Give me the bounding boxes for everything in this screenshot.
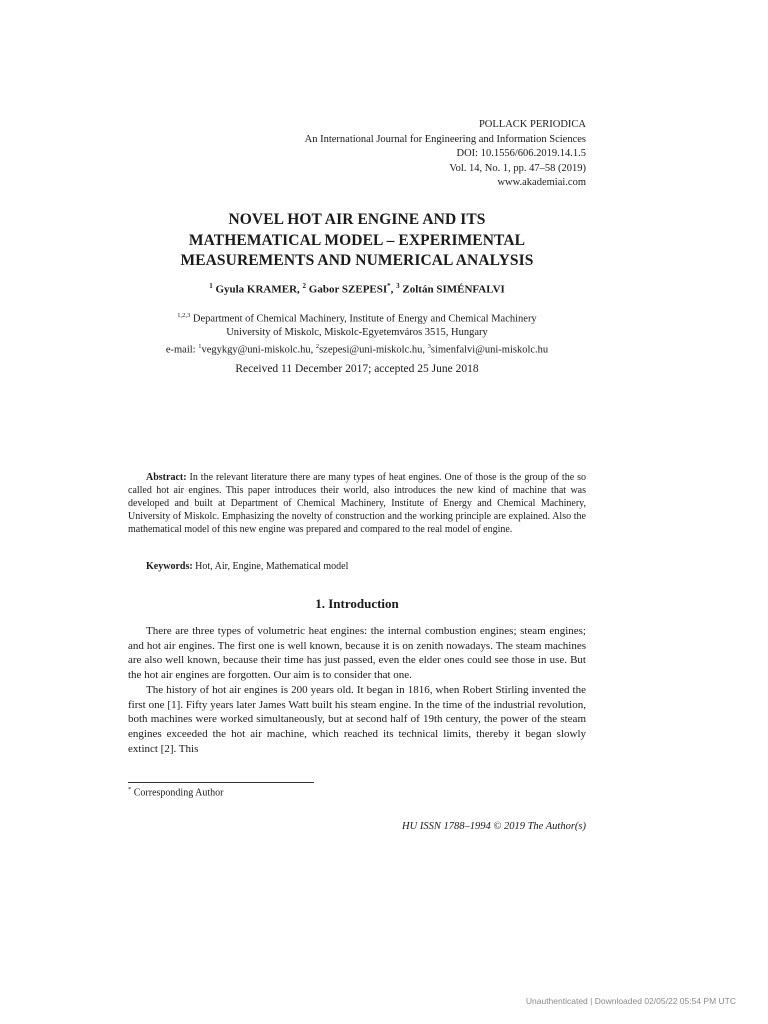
journal-subtitle: An International Journal for Engineering and Information Sciences — [304, 133, 586, 145]
footnote-text: Corresponding Author — [131, 787, 224, 799]
issn-copyright: HU ISSN 1788–1994 © 2019 The Author(s) — [402, 821, 586, 832]
keywords-text: Hot, Air, Engine, Mathematical model — [192, 561, 349, 572]
footnote — [128, 786, 223, 798]
paper-title — [128, 210, 586, 272]
author-number: 1 — [209, 282, 213, 290]
affiliation-line — [128, 309, 586, 326]
title-line: NOVEL HOT AIR ENGINE AND ITS — [228, 211, 486, 228]
journal-header — [128, 118, 586, 191]
affiliation-emails — [128, 340, 586, 357]
author-name: Gyula KRAMER, — [215, 283, 300, 296]
affiliation — [128, 309, 586, 357]
section-heading: 1. Introduction — [315, 596, 399, 611]
email-address[interactable]: vegykgy@uni-miskolc.hu, — [201, 344, 316, 355]
affiliation-department: Department of Chemical Machinery, Institute of Energy and Chemical Machinery — [192, 313, 537, 325]
footnote-mark: * — [128, 786, 132, 793]
email-number: 3 — [427, 342, 431, 350]
affiliation-numbers: 1,2,3 — [177, 312, 191, 319]
journal-name: POLLACK PERIODICA — [478, 119, 586, 130]
author-number: 3 — [396, 282, 400, 290]
journal-volume: Vol. 14, No. 1, pp. 47–58 (2019) — [449, 162, 586, 174]
corresponding-mark: * — [387, 282, 391, 290]
footnote-divider — [128, 782, 314, 783]
author-name: Zoltán SIMÉNFALVI — [402, 283, 505, 296]
abstract — [128, 471, 586, 536]
author-number: 2 — [302, 282, 307, 290]
paragraph: The history of hot air engines is 200 years old. It began in 1816, when Robert Stirling invented the first one [1]. Fifty years later James Watt built his steam engine. In the time of the industrial revolution, both machines were worked simultaneously, but at second half of 19th century, the power of the steam engines exceeded the hot air machine, which reached its technical limits, thereby it began slowly extinct [2]. This — [128, 683, 586, 755]
affiliation-university: University of Miskolc, Miskolc-Egyetemváros 3515, Hungary — [226, 327, 488, 338]
author-separator: , — [390, 283, 394, 296]
journal-url[interactable]: www.akademiai.com — [497, 177, 586, 188]
keywords — [128, 561, 586, 572]
title-line: MATHEMATICAL MODEL – EXPERIMENTAL — [188, 231, 526, 249]
author-name: Gabor SZEPESI — [308, 283, 388, 296]
keywords-label: Keywords: — [146, 561, 193, 572]
abstract-text: In the relevant literature there are many types of heat engines. One of those is the group of the so called hot air engines. This paper introduces their world, also introduces the new kind of machine that was developed and built at Department of Chemical Machinery, Institute of Energy and Chemical Machinery, University of Miskolc. Emphasizing the novelty of construction and the working principle are explained. Also the mathematical model of this new engine was prepared and compared to the real model of engine. — [128, 472, 586, 535]
author-list — [128, 282, 586, 296]
email-address[interactable]: szepesi@uni-miskolc.hu, — [319, 344, 428, 355]
email-number: 2 — [315, 342, 320, 350]
paragraph: There are three types of volumetric heat engines: the internal combustion engines; steam engines; and hot air engines. The first one is well known, because it is on zenith nowadays. The steam machines are also well known, because their time has just passed, even the elder ones could see those in use. But the hot air engines are forgotten. Our aim is to consider that one. — [128, 625, 586, 682]
received-dates: Received 11 December 2017; accepted 25 June 2018 — [235, 363, 479, 375]
abstract-label: Abstract: — [146, 472, 187, 483]
journal-doi: DOI: 10.1556/606.2019.14.1.5 — [456, 148, 586, 159]
email-label: e-mail: — [165, 344, 199, 355]
body-text — [128, 624, 586, 756]
title-line: MEASUREMENTS AND NUMERICAL ANALYSIS — [180, 252, 534, 269]
email-address[interactable]: simenfalvi@uni-miskolc.hu — [430, 344, 549, 355]
download-notice: Unauthenticated | Downloaded 02/05/22 05:54 PM UTC — [525, 996, 736, 1006]
email-number: 1 — [198, 342, 202, 350]
